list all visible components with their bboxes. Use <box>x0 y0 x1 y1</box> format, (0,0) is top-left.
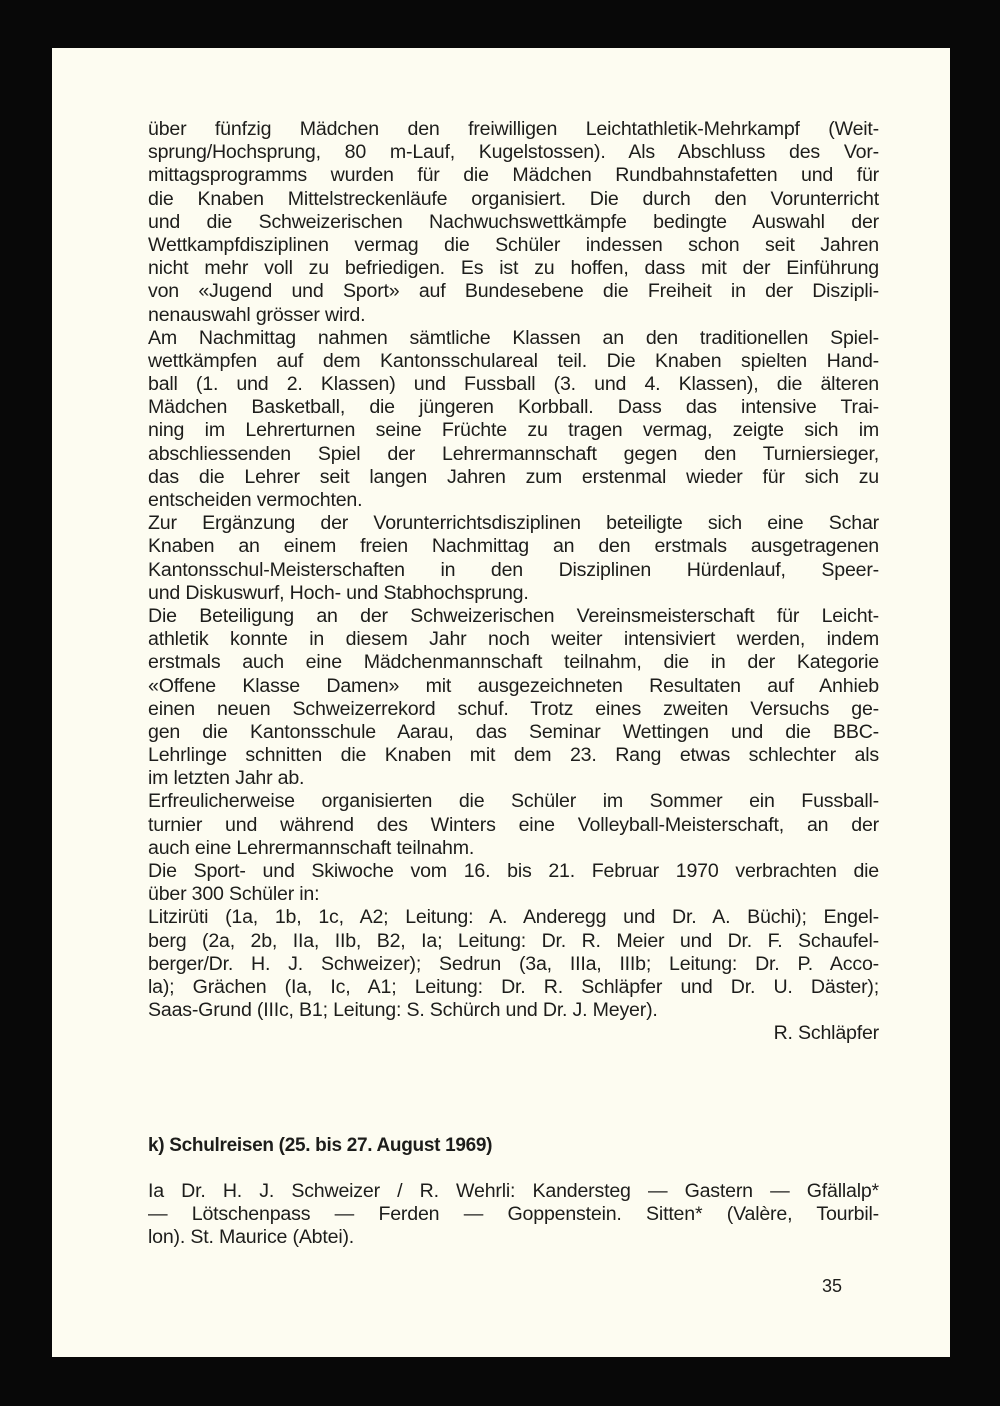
text-line: entscheiden vermochten. <box>148 489 363 511</box>
body-text <box>148 118 879 1046</box>
text-line: Wettkampfdisziplinen vermag die Schüler indessen schon seit Jahren <box>148 233 879 256</box>
text-line: berger/Dr. H. J. Schweizer); Sedrun (3a, IIIa, IIIb; Leitung: Dr. P. Acco- <box>148 952 879 975</box>
author-signature: R. Schläpfer <box>773 1022 879 1045</box>
paragraph-schulreisen <box>148 1180 879 1250</box>
page-number: 35 <box>822 1276 843 1296</box>
text-line: Kantonsschul-Meisterschaften in den Disziplinen Hürdenlauf, Speer- <box>148 558 879 581</box>
paragraph-vorunterricht <box>148 512 879 605</box>
text-line: «Offene Klasse Damen» mit ausgezeichneten Resultaten auf Anhieb <box>148 674 879 697</box>
paragraph-vereinsmeisterschaft <box>148 605 879 791</box>
text-line: Erfreulicherweise organisierten die Schüler im Sommer ein Fussball- <box>148 790 879 813</box>
text-line: la); Grächen (Ia, Ic, A1; Leitung: Dr. R. Schläpfer und Dr. U. Däster); <box>148 975 879 998</box>
text-line: Saas-Grund (IIIc, B1; Leitung: S. Schürch und Dr. J. Meyer). <box>148 999 658 1022</box>
text-line: athletik konnte in diesem Jahr noch weiter intensiviert werden, indem <box>148 628 879 651</box>
text-line: ball (1. und 2. Klassen) und Fussball (3. und 4. Klassen), die älteren <box>148 373 879 396</box>
text-line: und die Schweizerischen Nachwuchswettkämpfe bedingte Auswahl der <box>148 210 879 233</box>
text-line: mittagsprogramms wurden für die Mädchen Rundbahnstafetten und für <box>148 164 879 187</box>
text-line: das die Lehrer seit langen Jahren zum erstenmal wieder für sich zu <box>148 465 879 488</box>
text-line: Mädchen Basketball, die jüngeren Korbball. Dass das intensive Trai- <box>148 396 879 419</box>
text-line: über 300 Schüler in: <box>148 883 320 906</box>
text-line: Lehrlinge schnitten die Knaben mit dem 23. Rang etwas schlechter als <box>148 744 879 767</box>
text-line: Litzirüti (1a, 1b, 1c, A2; Leitung: A. Anderegg und Dr. A. Büchi); Engel- <box>148 906 879 929</box>
text-line: einen neuen Schweizerrekord schuf. Trotz eines zweiten Versuchs ge- <box>148 697 879 720</box>
text-line: lon). St. Maurice (Abtei). <box>148 1226 355 1249</box>
section-heading-schulreisen: k) Schulreisen (25. bis 27. August 1969) <box>148 1135 493 1156</box>
text-line: nenauswahl grösser wird. <box>148 303 366 326</box>
text-line: Am Nachmittag nahmen sämtliche Klassen an den traditionellen Spiel- <box>148 326 879 349</box>
text-line: die Knaben Mittelstreckenläufe organisiert. Die durch den Vorunterricht <box>148 187 879 210</box>
text-line: Zur Ergänzung der Vorunterrichtsdisziplinen beteiligte sich eine Schar <box>148 512 879 535</box>
paragraph-nachmittag <box>148 327 879 513</box>
text-line: ning im Lehrerturnen seine Früchte zu tragen vermag, zeigte sich im <box>148 419 879 442</box>
text-line: Knaben an einem freien Nachmittag an den erstmals ausgetragenen <box>148 535 879 558</box>
paragraph-lager-orte <box>148 906 879 1022</box>
text-line: erstmals auch eine Mädchenmannschaft teilnahm, die in der Kategorie <box>148 651 879 674</box>
text-line: von «Jugend und Sport» auf Bundesebene die Freiheit in der Diszipli- <box>148 280 879 303</box>
text-line: Ia Dr. H. J. Schweizer / R. Wehrli: Kandersteg — Gastern — Gfällalp* <box>148 1180 879 1202</box>
text-line: über fünfzig Mädchen den freiwilligen Leichtathletik-Mehrkampf (Weit- <box>148 118 879 140</box>
text-line: turnier und während des Winters eine Volleyball-Meisterschaft, an der <box>148 813 879 836</box>
text-line: sprung/Hochsprung, 80 m-Lauf, Kugelstossen). Als Abschluss des Vor- <box>148 141 879 164</box>
text-line: Die Sport- und Skiwoche vom 16. bis 21. Februar 1970 verbrachten die <box>148 860 879 882</box>
text-line: — Lötschenpass — Ferden — Goppenstein. Sitten* (Valère, Tourbil- <box>148 1203 879 1226</box>
text-line: und Diskuswurf, Hoch- und Stabhochsprung. <box>148 581 529 604</box>
paragraph-skiwoche <box>148 860 879 906</box>
text-line: berg (2a, 2b, IIa, IIb, B2, Ia; Leitung: Dr. R. Meier und Dr. F. Schaufel- <box>148 929 879 952</box>
paragraph-leichtathletik <box>148 118 879 327</box>
text-line: gen die Kantonsschule Aarau, das Seminar Wettingen und die BBC- <box>148 720 879 743</box>
text-line: Die Beteiligung an der Schweizerischen Vereinsmeisterschaft für Leicht- <box>148 604 879 627</box>
text-line: im letzten Jahr ab. <box>148 767 305 790</box>
text-line: nicht mehr voll zu befriedigen. Es ist zu hoffen, dass mit der Einführung <box>148 257 879 280</box>
text-line: abschliessenden Spiel der Lehrermannschaft gegen den Turniersieger, <box>148 442 879 465</box>
paragraph-fussballturnier <box>148 790 879 860</box>
text-line: wettkämpfen auf dem Kantonsschulareal teil. Die Knaben spielten Hand- <box>148 349 879 372</box>
text-line: auch eine Lehrermannschaft teilnahm. <box>148 836 475 859</box>
